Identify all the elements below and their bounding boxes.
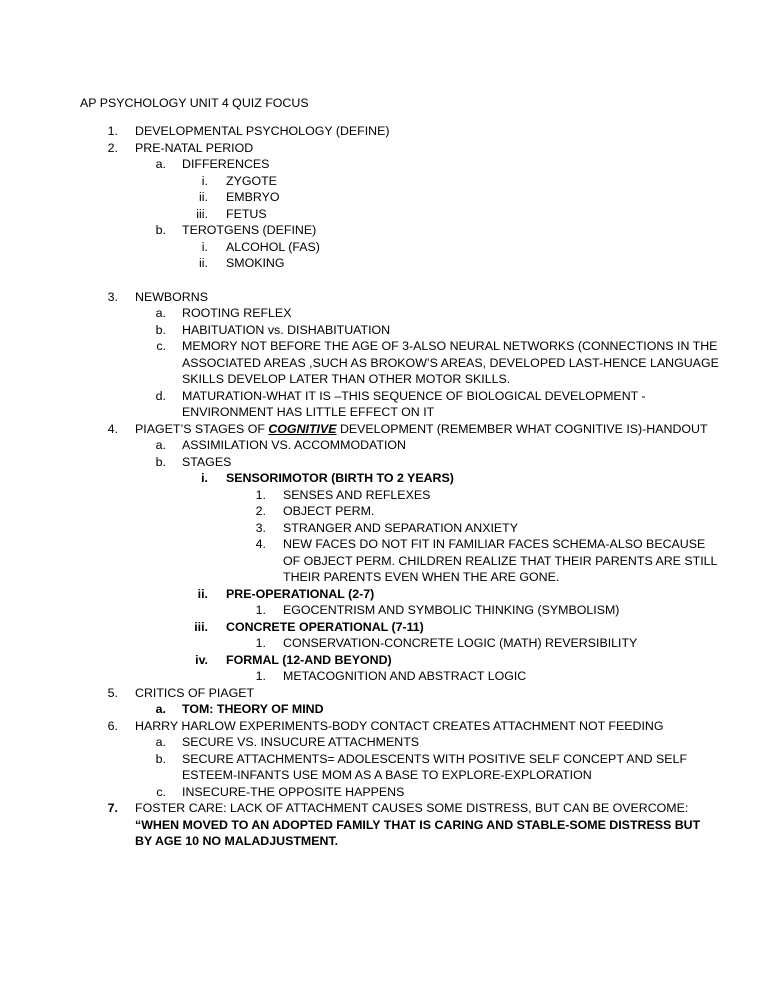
list-marker: ii. — [199, 190, 208, 204]
list-item — [0, 173, 768, 190]
list-marker: i. — [201, 239, 208, 254]
list-marker: 1. — [107, 124, 118, 138]
list-item — [0, 586, 768, 603]
list-marker: b. — [155, 751, 166, 766]
list-item-continuation — [0, 553, 768, 570]
list-text-part: PIAGET’S STAGES OF — [135, 421, 269, 436]
list-item — [0, 536, 768, 553]
list-item — [0, 437, 768, 454]
list-item — [0, 189, 768, 206]
list-text: PRE-NATAL PERIOD — [135, 140, 254, 155]
list-item — [0, 421, 768, 438]
list-marker: 3. — [107, 289, 118, 304]
list-item-continuation — [0, 371, 768, 388]
list-item — [0, 156, 768, 173]
list-marker: d. — [155, 388, 166, 403]
list-marker: a. — [155, 438, 166, 452]
list-marker: 4. — [107, 421, 118, 436]
list-text: SKILLS DEVELOP LATER THAN OTHER MOTOR SKILLS. — [182, 372, 511, 386]
list-item — [0, 289, 768, 306]
list-text — [135, 421, 708, 437]
list-text: STAGES — [182, 454, 232, 469]
list-item-continuation — [0, 404, 768, 421]
list-item — [0, 322, 768, 339]
list-item — [0, 520, 768, 537]
list-text: MATURATION-WHAT IT IS –THIS SEQUENCE OF BIOLOGICAL DEVELOPMENT - — [182, 388, 646, 403]
list-item — [0, 751, 768, 768]
list-text: CONSERVATION-CONCRETE LOGIC (MATH) REVERSIBILITY — [283, 636, 638, 650]
list-text: SECURE VS. INSUCURE ATTACHMENTS — [182, 735, 420, 749]
list-text: “WHEN MOVED TO AN ADOPTED FAMILY THAT IS CARING AND STABLE-SOME DISTRESS BUT — [135, 817, 701, 832]
list-text: CRITICS OF PIAGET — [135, 685, 255, 700]
list-marker: 1. — [255, 603, 266, 617]
list-text: HARRY HARLOW EXPERIMENTS-BODY CONTACT CREATES ATTACHMENT NOT FEEDING — [135, 718, 664, 733]
list-marker: 5. — [107, 685, 118, 700]
list-item — [0, 619, 768, 636]
list-text: METACOGNITION AND ABSTRACT LOGIC — [283, 669, 527, 683]
list-text: ASSIMILATION VS. ACCOMMODATION — [182, 438, 406, 452]
list-item — [0, 718, 768, 735]
list-text: FORMAL (12-AND BEYOND) — [226, 652, 392, 667]
list-text: ASSOCIATED AREAS ,SUCH AS BROKOW’S AREAS, DEVELOPED LAST-HENCE LANGUAGE — [182, 355, 719, 370]
list-marker: 3. — [255, 520, 266, 535]
list-marker: a. — [155, 157, 166, 171]
list-item — [0, 454, 768, 471]
list-item — [0, 239, 768, 256]
list-item — [0, 123, 768, 140]
page-title: AP PSYCHOLOGY UNIT 4 QUIZ FOCUS — [80, 96, 309, 110]
list-text: DEVELOPMENTAL PSYCHOLOGY (DEFINE) — [135, 124, 390, 138]
list-text: SENSES AND REFLEXES — [283, 487, 431, 502]
list-text: EGOCENTRISM AND SYMBOLIC THINKING (SYMBOLISM) — [283, 603, 620, 617]
list-marker: b. — [155, 454, 166, 469]
list-item — [0, 734, 768, 751]
list-marker: b. — [155, 223, 166, 237]
list-marker: 4. — [255, 537, 266, 551]
list-item — [0, 487, 768, 504]
list-marker: a. — [155, 306, 166, 320]
list-item — [0, 255, 768, 272]
list-text: EMBRYO — [226, 190, 280, 204]
list-item-continuation — [0, 817, 768, 834]
list-text: ENVIRONMENT HAS LITTLE EFFECT ON IT — [182, 405, 435, 419]
list-text: TEROTGENS (DEFINE) — [182, 223, 317, 237]
list-item — [0, 470, 768, 487]
list-text: SENSORIMOTOR (BIRTH TO 2 YEARS) — [226, 471, 454, 485]
list-marker: 1. — [255, 487, 266, 502]
list-item-continuation — [0, 833, 768, 850]
list-marker: iv. — [195, 652, 208, 667]
list-marker: i. — [201, 173, 208, 188]
list-text: DIFFERENCES — [182, 157, 270, 171]
list-text: STRANGER AND SEPARATION ANXIETY — [283, 520, 519, 535]
list-item — [0, 388, 768, 405]
list-text: BY AGE 10 NO MALADJUSTMENT. — [135, 834, 339, 848]
list-marker: a. — [155, 735, 166, 749]
list-text: ROOTING REFLEX — [182, 306, 292, 320]
list-item — [0, 222, 768, 239]
list-marker: c. — [156, 784, 166, 799]
list-item — [0, 305, 768, 322]
list-text: THEIR PARENTS EVEN WHEN THE ARE GONE. — [283, 570, 560, 584]
list-marker: iii. — [196, 206, 208, 221]
list-text: OF OBJECT PERM. CHILDREN REALIZE THAT THEIR PARENTS ARE STILL — [283, 553, 718, 568]
list-text: INSECURE-THE OPPOSITE HAPPENS — [182, 784, 405, 799]
list-marker: iii. — [194, 619, 208, 634]
list-marker: 2. — [255, 504, 266, 518]
list-item — [0, 800, 768, 817]
list-marker: 6. — [107, 718, 118, 733]
list-item — [0, 685, 768, 702]
outline-list — [0, 123, 768, 850]
list-item — [0, 668, 768, 685]
emphasis-text: COGNITIVE — [268, 421, 337, 436]
list-item — [0, 338, 768, 355]
list-marker: ii. — [199, 256, 208, 270]
list-marker: 1. — [255, 669, 266, 683]
list-text: TOM: THEORY OF MIND — [182, 702, 324, 716]
list-text: SMOKING — [226, 256, 285, 270]
list-text: ZYGOTE — [226, 173, 277, 188]
list-marker: b. — [155, 322, 166, 337]
list-text: FETUS — [226, 206, 267, 221]
list-item-continuation — [0, 569, 768, 586]
list-item — [0, 784, 768, 801]
list-item — [0, 206, 768, 223]
list-text: NEW FACES DO NOT FIT IN FAMILIAR FACES SCHEMA-ALSO BECAUSE — [283, 537, 706, 551]
list-text: NEWBORNS — [135, 289, 208, 304]
list-text: MEMORY NOT BEFORE THE AGE OF 3-ALSO NEURAL NETWORKS (CONNECTIONS IN THE — [182, 339, 718, 353]
list-text: ALCOHOL (FAS) — [226, 239, 320, 254]
list-item-continuation — [0, 355, 768, 372]
list-marker: i. — [201, 471, 208, 485]
list-text: HABITUATION vs. DISHABITUATION — [182, 322, 391, 337]
list-item — [0, 503, 768, 520]
list-marker: a. — [155, 702, 166, 716]
list-marker: 7. — [107, 801, 118, 815]
list-item-continuation — [0, 767, 768, 784]
list-text: OBJECT PERM. — [283, 504, 375, 518]
list-item — [0, 602, 768, 619]
spacer — [0, 272, 768, 289]
list-text: CONCRETE OPERATIONAL (7-11) — [226, 619, 424, 634]
list-text: ESTEEM-INFANTS USE MOM AS A BASE TO EXPLORE-EXPLORATION — [182, 768, 592, 782]
list-text-part: DEVELOPMENT (REMEMBER WHAT COGNITIVE IS)-HANDOUT — [336, 421, 708, 436]
list-marker: 2. — [107, 140, 118, 155]
list-item — [0, 701, 768, 718]
list-marker: ii. — [197, 586, 208, 601]
list-text: SECURE ATTACHMENTS= ADOLESCENTS WITH POSITIVE SELF CONCEPT AND SELF — [182, 751, 688, 766]
list-item — [0, 140, 768, 157]
list-marker: 1. — [255, 636, 266, 650]
list-text: FOSTER CARE: LACK OF ATTACHMENT CAUSES SOME DISTRESS, BUT CAN BE OVERCOME: — [135, 801, 689, 815]
list-text: PRE-OPERATIONAL (2-7) — [226, 586, 375, 601]
list-marker: c. — [156, 339, 166, 353]
list-item — [0, 635, 768, 652]
list-item — [0, 652, 768, 669]
